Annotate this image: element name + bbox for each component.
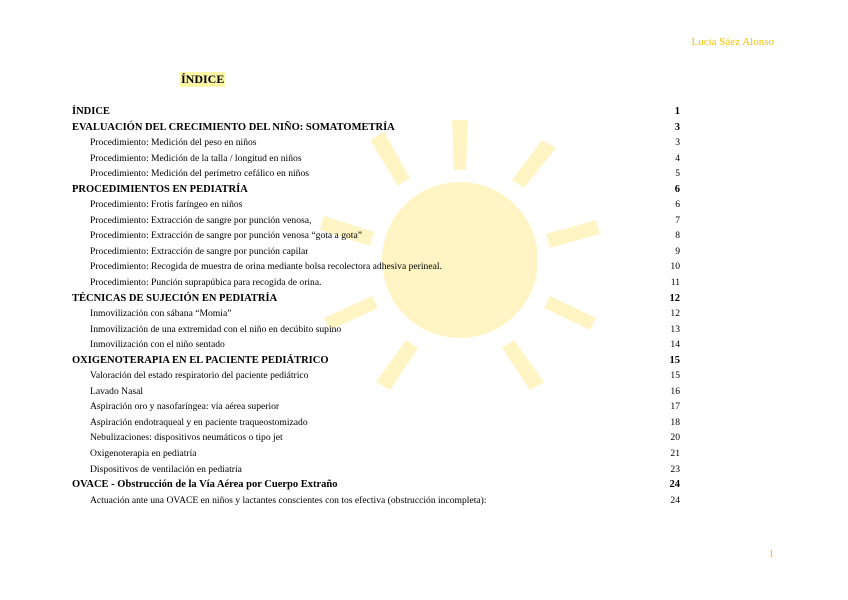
toc-entry-title: Procedimiento: Extracción de sangre por punción capilar bbox=[90, 245, 309, 257]
toc-subentry[interactable] bbox=[72, 493, 680, 509]
toc-entry-page: 17 bbox=[670, 401, 680, 413]
toc-entry-title: Nebulizaciones: dispositivos neumáticos o tipo jet bbox=[90, 432, 283, 444]
toc-entry-title: Valoración del estado respiratorio del paciente pediátrico bbox=[90, 370, 309, 382]
toc-entry-title: Aspiración oro y nasofaríngea: vía aérea superior bbox=[90, 401, 280, 413]
toc-subentry[interactable] bbox=[72, 151, 680, 167]
toc-entry-page: 11 bbox=[670, 277, 680, 289]
toc-section-entry[interactable] bbox=[72, 182, 680, 198]
toc-entry-title: Procedimiento: Frotis faríngeo en niños bbox=[90, 199, 243, 211]
toc-subentry[interactable] bbox=[72, 337, 680, 353]
header-author: Lucía Sáez Alonso bbox=[691, 36, 774, 48]
toc-entry-page: 3 bbox=[674, 121, 680, 133]
toc-entry-page: 12 bbox=[669, 292, 680, 304]
toc-entry-title: Procedimiento: Extracción de sangre por punción venosa “gota a gota” bbox=[90, 230, 362, 242]
toc-entry-title: Aspiración endotraqueal y en paciente traqueostomizado bbox=[90, 416, 308, 428]
toc-entry-title: Dispositivos de ventilación en pediatría bbox=[90, 463, 242, 475]
toc-subentry[interactable] bbox=[72, 415, 680, 431]
toc-entry-title: Inmovilización con el niño sentado bbox=[90, 339, 225, 351]
toc-entry-page: 8 bbox=[675, 230, 680, 242]
table-of-contents bbox=[72, 104, 680, 508]
toc-subentry[interactable] bbox=[72, 322, 680, 338]
toc-entry-title: Oxigenoterapia en pediatría bbox=[90, 448, 197, 460]
toc-section-entry[interactable] bbox=[72, 120, 680, 136]
toc-entry-title: OXIGENOTERAPIA EN EL PACIENTE PEDIÁTRICO bbox=[72, 354, 329, 366]
toc-entry-page: 6 bbox=[674, 183, 680, 195]
toc-subentry[interactable] bbox=[72, 197, 680, 213]
toc-entry-title: Inmovilización de una extremidad con el niño en decúbito supino bbox=[90, 323, 342, 335]
toc-subentry[interactable] bbox=[72, 399, 680, 415]
toc-subentry[interactable] bbox=[72, 462, 680, 478]
toc-entry-title: Lavado Nasal bbox=[90, 385, 144, 397]
toc-entry-title: Procedimiento: Medición de la talla / longitud en niños bbox=[90, 152, 302, 164]
toc-entry-page: 16 bbox=[670, 385, 680, 397]
page-number: 1 bbox=[768, 548, 774, 560]
toc-section-entry[interactable] bbox=[72, 477, 680, 493]
toc-entry-title: Procedimiento: Medición del peso en niños bbox=[90, 137, 257, 149]
toc-subentry[interactable] bbox=[72, 384, 680, 400]
toc-entry-title: Procedimiento: Punción suprapúbica para recogida de orina. bbox=[90, 277, 322, 289]
toc-section-entry[interactable] bbox=[72, 353, 680, 369]
toc-entry-title: Inmovilización con sábana “Momia” bbox=[90, 308, 232, 320]
toc-entry-page: 21 bbox=[670, 448, 680, 460]
toc-entry-title: EVALUACIÓN DEL CRECIMIENTO DEL NIÑO: SOMATOMETRÍA bbox=[72, 121, 395, 133]
toc-entry-title: TÉCNICAS DE SUJECIÓN EN PEDIATRÍA bbox=[72, 292, 278, 304]
toc-entry-page: 18 bbox=[670, 416, 680, 428]
toc-subentry[interactable] bbox=[72, 259, 680, 275]
toc-entry-page: 9 bbox=[675, 245, 680, 257]
toc-entry-page: 6 bbox=[675, 199, 680, 211]
toc-entry-title: PROCEDIMIENTOS EN PEDIATRÍA bbox=[72, 183, 248, 195]
toc-entry-page: 10 bbox=[670, 261, 680, 273]
toc-entry-title: Procedimiento: Medición del perímetro cefálico en niños bbox=[90, 168, 309, 180]
toc-entry-page: 7 bbox=[675, 214, 680, 226]
toc-entry-page: 13 bbox=[670, 323, 680, 335]
toc-entry-page: 1 bbox=[674, 106, 680, 117]
toc-subentry[interactable] bbox=[72, 244, 680, 260]
toc-entry-page: 24 bbox=[670, 494, 680, 506]
toc-subentry[interactable] bbox=[72, 166, 680, 182]
toc-entry-page: 14 bbox=[670, 339, 680, 351]
toc-entry-page: 20 bbox=[670, 432, 680, 444]
toc-entry-page: 5 bbox=[675, 168, 680, 180]
toc-subentry[interactable] bbox=[72, 228, 680, 244]
toc-subentry[interactable] bbox=[72, 213, 680, 229]
toc-entry-title: Actuación ante una OVACE en niños y lactantes conscientes con tos efectiva (obstrucción incompleta): bbox=[90, 494, 487, 506]
toc-subentry[interactable] bbox=[72, 135, 680, 151]
toc-entry-page: 3 bbox=[675, 137, 680, 149]
toc-entry-page: 23 bbox=[670, 463, 680, 475]
toc-section-entry[interactable] bbox=[72, 291, 680, 307]
toc-entry-page: 15 bbox=[669, 354, 680, 366]
toc-subentry[interactable] bbox=[72, 275, 680, 291]
toc-entry-title: ÍNDICE bbox=[72, 106, 110, 117]
toc-subentry[interactable] bbox=[72, 306, 680, 322]
toc-entry-page: 24 bbox=[669, 479, 680, 491]
toc-subentry[interactable] bbox=[72, 430, 680, 446]
toc-entry-page: 12 bbox=[670, 308, 680, 320]
toc-subentry[interactable] bbox=[72, 446, 680, 462]
toc-entry-title: OVACE - Obstrucción de la Vía Aérea por Cuerpo Extraño bbox=[72, 479, 338, 491]
toc-entry-title: Procedimiento: Extracción de sangre por punción venosa, bbox=[90, 214, 312, 226]
toc-entry-page: 4 bbox=[675, 152, 680, 164]
page-title: ÍNDICE bbox=[181, 72, 225, 86]
toc-entry-title: Procedimiento: Recogida de muestra de orina mediante bolsa recolectora adhesiva perineal. bbox=[90, 261, 442, 273]
toc-subentry[interactable] bbox=[72, 368, 680, 384]
toc-entry-page: 15 bbox=[670, 370, 680, 382]
toc-section-entry[interactable] bbox=[72, 104, 680, 120]
